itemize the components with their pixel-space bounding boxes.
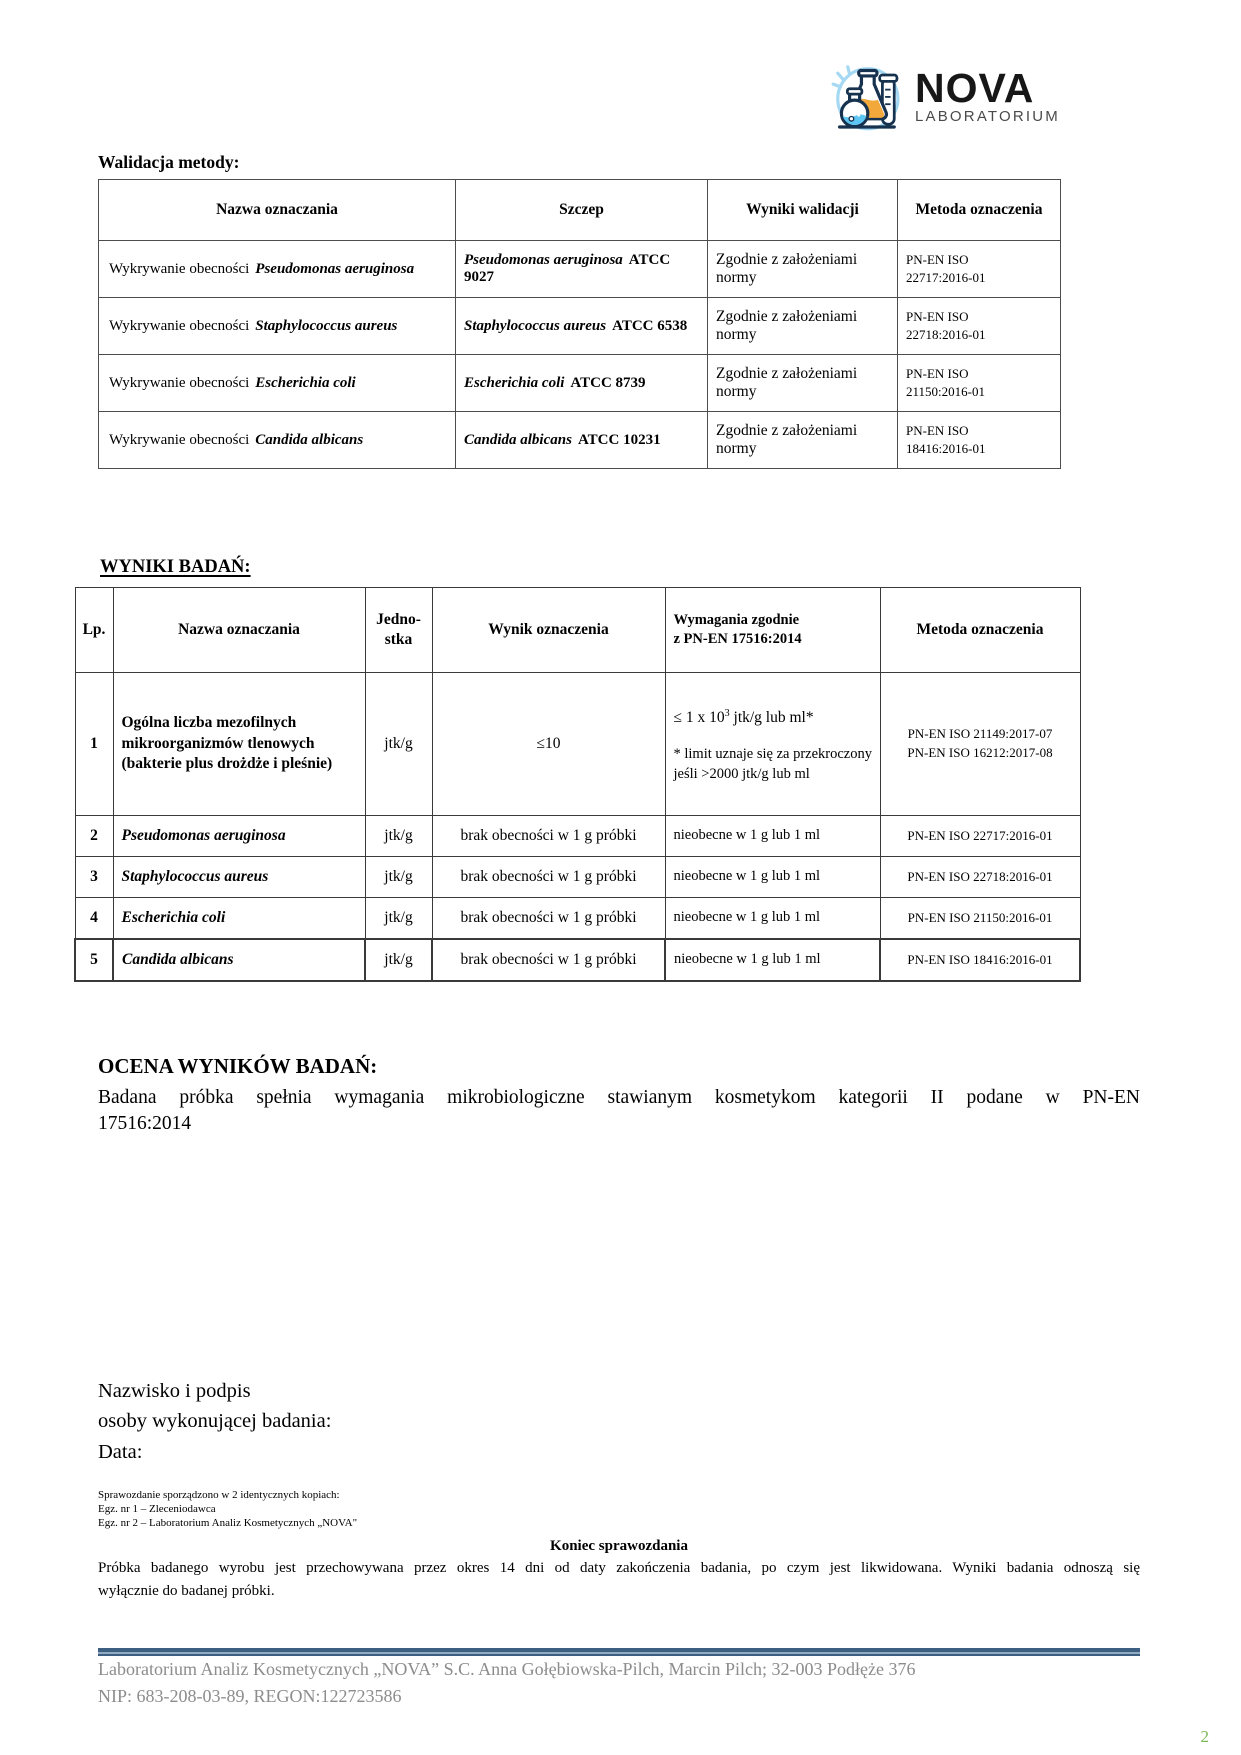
requirement-cell: nieobecne w 1 g lub 1 ml (665, 939, 880, 981)
logo-name: NOVA (914, 64, 1035, 111)
requirement-limit: ≤ 1 x $10^3$ jtk/g lub ml* (673, 708, 814, 727)
table-row (99, 298, 1061, 355)
row-number-cell: 2 (75, 816, 113, 857)
result-cell: ≤10 (432, 673, 665, 816)
assay-name-cell: Candida albicans (113, 939, 365, 981)
footer-nip-regon-line: NIP: 683-208-03-89, REGON:122723586 (98, 1686, 402, 1706)
results-title: WYNIKI BADAŃ: (100, 557, 251, 577)
result-cell: brak obecności w 1 g próbki (432, 898, 665, 940)
assay-name-cell: Wykrywanie obecności Escherichia coli (99, 355, 456, 412)
method-cell: PN-EN ISO 22717:2016-01 (880, 816, 1080, 857)
validation-result-cell: Zgodnie z założeniami normy (708, 412, 898, 469)
method-cell: PN-EN ISO 22718:2016-01 (880, 857, 1080, 898)
table-row (99, 241, 1061, 298)
result-cell: brak obecności w 1 g próbki (432, 939, 665, 981)
method-cell: PN-EN ISO 21150:2016-01 (898, 355, 1061, 412)
date-label: Data: (98, 1440, 143, 1463)
assay-name-cell: Staphylococcus aureus (113, 857, 365, 898)
row-number-cell: 4 (75, 898, 113, 940)
col-header-metoda-oznaczenia: Metoda oznaczenia (898, 180, 1061, 241)
assay-name-cell: Pseudomonas aeruginosa (113, 816, 365, 857)
col-header-jednostka: Jedno- stka (365, 588, 432, 673)
copies-note: Sprawozdanie sporządzono w 2 identycznych kopiach: Egz. nr 1 – Zleceniodawca Egz. nr 2 – Laboratorium Analiz Kosmetycznych „NOVA" (98, 1489, 358, 1529)
table-row (99, 412, 1061, 469)
table-row (75, 939, 1080, 981)
validation-title: Walidacja metody: (98, 152, 240, 172)
logo-subtitle: LABORATORIUM (914, 107, 1060, 125)
logo (98, 0, 1060, 136)
logo-text (914, 64, 1060, 125)
assay-name-cell: Wykrywanie obecności Candida albicans (99, 412, 456, 469)
strain-cell: Candida albicans ATCC 10231 (456, 412, 708, 469)
unit-cell: jtk/g (365, 673, 432, 816)
lab-flasks-icon (825, 58, 907, 134)
signature-block (98, 1376, 1140, 1468)
table-row (75, 898, 1080, 940)
col-header-wyniki-walidacji: Wyniki walidacji (708, 180, 898, 241)
result-cell: brak obecności w 1 g próbki (432, 816, 665, 857)
superscript: 3 (724, 708, 730, 720)
footer-company-line: Laboratorium Analiz Kosmetycznych „NOVA” S.C. Anna Gołębiowska-Pilch, Marcin Pilch; 32-003 Podłęże 376 (98, 1659, 916, 1679)
requirement-cell (665, 673, 880, 816)
strain-cell: Escherichia coli ATCC 8739 (456, 355, 708, 412)
unit-cell: jtk/g (365, 816, 432, 857)
results-header-row (75, 588, 1080, 673)
assessment-text: Badana próbka spełnia wymagania mikrobiologiczne stawianym kosmetykom kategorii II podane w PN-EN 17516:2014 (98, 1087, 1140, 1135)
validation-table (98, 179, 1061, 469)
col-header-nazwa-oznaczania: Nazwa oznaczania (113, 588, 365, 673)
assessment-title: OCENA WYNIKÓW BADAŃ: (98, 1054, 378, 1078)
method-cell: PN-EN ISO 18416:2016-01 (898, 412, 1061, 469)
validation-result-cell: Zgodnie z założeniami normy (708, 298, 898, 355)
footer-rule (98, 1648, 1140, 1656)
validation-header-row (99, 180, 1061, 241)
col-header-metoda-oznaczenia: Metoda oznaczenia (880, 588, 1080, 673)
strain-cell: Pseudomonas aeruginosa ATCC 9027 (456, 241, 708, 298)
method-cell: PN-EN ISO 22717:2016-01 (898, 241, 1061, 298)
signature-label: Nazwisko i podpis (98, 1379, 251, 1402)
assay-name-cell: Escherichia coli (113, 898, 365, 940)
validation-result-cell: Zgodnie z założeniami normy (708, 355, 898, 412)
col-header-wymagania: Wymagania zgodnie z PN-EN 17516:2014 (665, 588, 880, 673)
method-cell: PN-EN ISO 18416:2016-01 (880, 939, 1080, 981)
closing-title: Koniec sprawozdania (550, 1538, 688, 1555)
col-header-lp: Lp. (75, 588, 113, 673)
method-cell: PN-EN ISO 21150:2016-01 (880, 898, 1080, 940)
results-table (74, 587, 1081, 982)
strain-cell: Staphylococcus aureus ATCC 6538 (456, 298, 708, 355)
closing-text: Próbka badanego wyrobu jest przechowywana przez okres 14 dni od daty zakończenia badania, po czym jest likwidowana. Wyniki badania odnoszą się wyłącznie do badanej próbki. (98, 1560, 1140, 1599)
signature-label: osoby wykonującej badania: (98, 1410, 332, 1433)
unit-cell: jtk/g (365, 898, 432, 940)
table-row (75, 857, 1080, 898)
col-header-wynik-oznaczenia: Wynik oznaczenia (432, 588, 665, 673)
col-header-szczep: Szczep (456, 180, 708, 241)
footer (98, 1648, 1140, 1710)
table-row (99, 355, 1061, 412)
method-cell: PN-EN ISO 22718:2016-01 (898, 298, 1061, 355)
col-header-nazwa-oznaczania: Nazwa oznaczania (99, 180, 456, 241)
table-row (75, 816, 1080, 857)
row-number-cell: 3 (75, 857, 113, 898)
page-number: 2 (1200, 1727, 1209, 1746)
requirement-cell: nieobecne w 1 g lub 1 ml (665, 857, 880, 898)
unit-cell: jtk/g (365, 939, 432, 981)
unit-cell: jtk/g (365, 857, 432, 898)
requirement-cell: nieobecne w 1 g lub 1 ml (665, 898, 880, 940)
requirement-note: * limit uznaje się za przekroczony jeśli >2000 jtk/g lub ml (673, 746, 872, 783)
assay-name-cell: Wykrywanie obecności Staphylococcus aureus (99, 298, 456, 355)
result-cell: brak obecności w 1 g próbki (432, 857, 665, 898)
requirement-cell: nieobecne w 1 g lub 1 ml (665, 816, 880, 857)
method-cell: PN-EN ISO 21149:2017-07 PN-EN ISO 16212:2017-08 (880, 673, 1080, 816)
row-number-cell: 1 (75, 673, 113, 816)
row-number-cell: 5 (75, 939, 113, 981)
table-row (75, 673, 1080, 816)
validation-result-cell: Zgodnie z założeniami normy (708, 241, 898, 298)
assay-name-cell: Ogólna liczba mezofilnych mikroorganizmów tlenowych (bakterie plus drożdże i pleśnie) (113, 673, 365, 816)
assay-name-cell: Wykrywanie obecności Pseudomonas aeruginosa (99, 241, 456, 298)
